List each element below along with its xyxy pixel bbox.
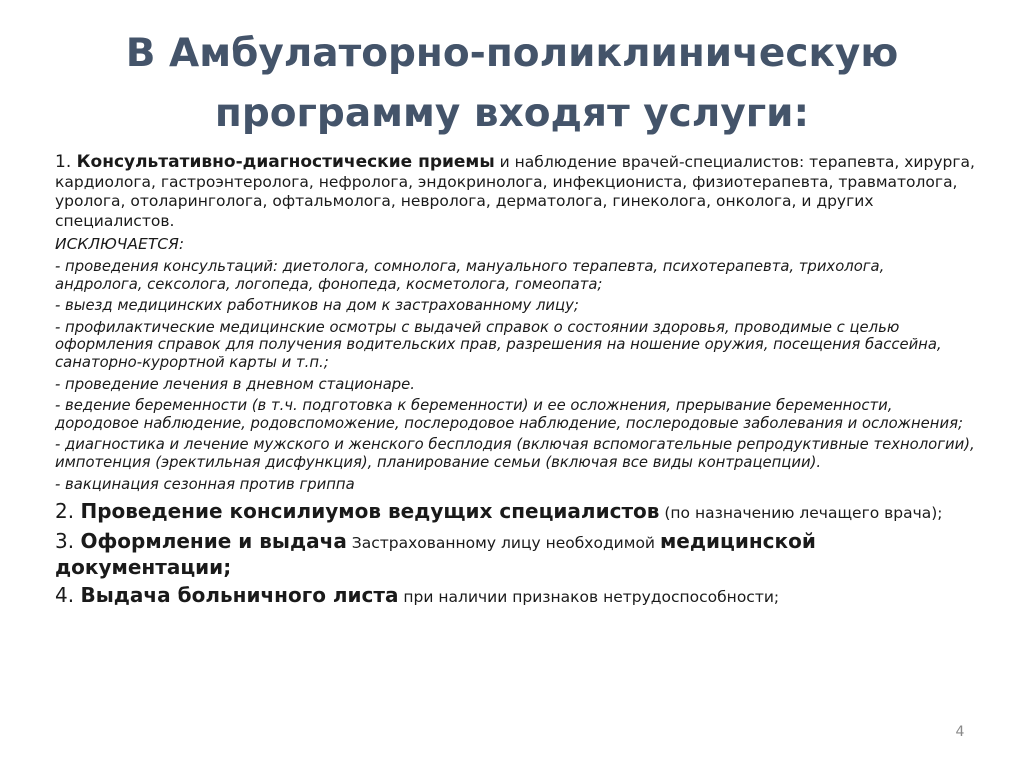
exclusion-item: - диагностика и лечение мужского и женского бесплодия (включая вспомогательные репродуктивные технологии), импотенция (эректильная дисфункция), планирование семьи (включая все виды контрацепции). [55, 436, 975, 471]
item-4-number: 4. [55, 583, 81, 608]
item-1 [55, 152, 975, 231]
item-1-text: и наблюдение врачей-специалистов: терапевта, хирурга, кардиолога, гастроэнтеролога, нефролога, эндокринолога, инфекциониста, физиотерапевта, травматолога, уролога, отоларинголога, офтальмолога, невролога, дерматолога, гинеколога, онколога, и других специалистов. [55, 153, 975, 230]
item-3-heading-2: медицинской документации [55, 529, 816, 580]
item-2-heading: Проведение консилиумов ведущих специалистов [80, 499, 660, 524]
exclusion-item: - вакцинация сезонная против гриппа [55, 475, 355, 493]
exclusion-item: - проведение лечения в дневном стационаре. [55, 375, 415, 393]
item-4-heading: Выдача больничного листа [80, 583, 399, 608]
item-2 [55, 499, 975, 525]
slide-title: В Амбулаторно-поликлиническую программу входят услуги: [125, 31, 899, 136]
exclusion-item: - ведение беременности (в т.ч. подготовка к беременности) и ее осложнения, прерывание беременности, дородовое наблюдение, родовспоможение, послеродовое наблюдение, послеродовые заболевания и осложнения; [55, 397, 963, 432]
item-1-heading: Консультативно-диагностические приемы [76, 152, 495, 172]
exclusion-item: - профилактические медицинские осмотры с выдачей справок о состоянии здоровья, проводимые с целью оформления справок для получения водительских прав, разрешения на ношение оружия, посещения бассейна, санаторно-курортной карты и т.п.; [55, 318, 942, 371]
exclusion-item: - проведения консультаций: диетолога, сомнолога, мануального терапевта, психотерапевта, трихолога, андролога, сексолога, логопеда, фонопеда, косметолога, гомеопата; [55, 258, 885, 293]
item-3-number: 3. [55, 529, 81, 554]
item-2-number: 2. [55, 499, 81, 524]
item-1-number: 1. [55, 152, 77, 172]
page-number: 4 [955, 724, 965, 740]
item-3-tail: ; [223, 555, 232, 580]
item-3 [55, 529, 975, 579]
item-4 [55, 583, 975, 609]
item-3-text: Застрахованному лицу необходимой [346, 534, 660, 553]
item-2-text: (по назначению лечащего врача); [659, 504, 943, 523]
item-3-heading: Оформление и выдача [80, 529, 347, 554]
exclusions-heading: ИСКЛЮЧАЕТСЯ: [55, 235, 185, 253]
slide-content [55, 152, 975, 609]
exclusion-item: - выезд медицинских работников на дом к застрахованному лицу; [55, 297, 579, 315]
item-4-text: при наличии признаков нетрудоспособности; [398, 588, 780, 607]
